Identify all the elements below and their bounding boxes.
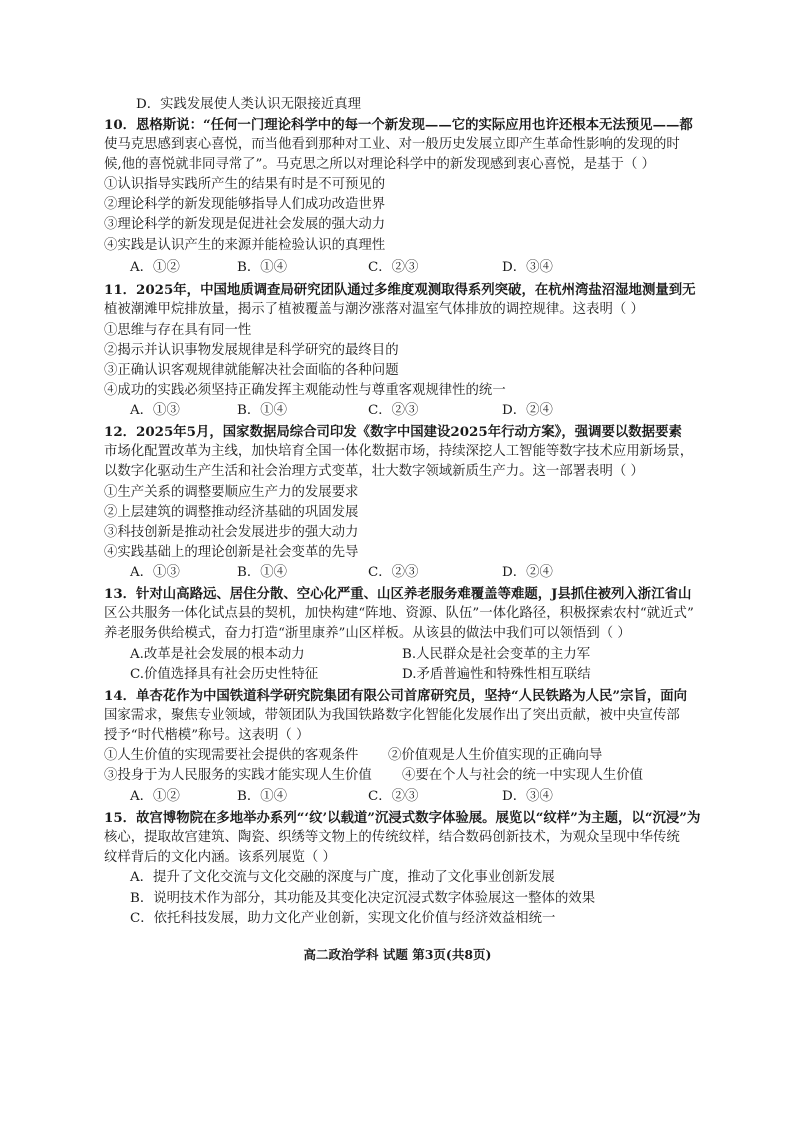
q13-option-c: C.价值选择具有社会历史性特征 xyxy=(130,667,319,682)
q13-stem-line: 区公共服务一体化试点县的契机，加快构建“阵地、资源、队伍”一体化路径，积极探索农村“就近式” xyxy=(104,606,694,621)
q12-stem-line: 12．2025年5月，国家数据局综合司印发《数字中国建设2025年行动方案》，强调要以数据要素 xyxy=(104,424,682,440)
q14-item: ②价值观是人生价值实现的正确向导 xyxy=(388,748,603,763)
q14-option-b: B．①④ xyxy=(237,789,288,804)
q10-item: ②理论科学的新发现能够指导人们成功改造世界 xyxy=(104,197,386,212)
q13-stem-line: 养老服务供给模式，奋力打造“浙里康养”山区样板。从该县的做法中我们可以领悟到（ ） xyxy=(104,626,631,641)
q12-stem-line: 市场化配置改革为主线，加快培育全国一体化数据市场，持续深挖人工智能等数字技术应用新场景， xyxy=(104,444,694,459)
q11-option-d: D．②④ xyxy=(502,403,553,418)
q13-option-b: B.人民群众是社会变革的主力军 xyxy=(402,647,591,662)
q11-item: ③正确认识客观规律就能解决社会面临的各种问题 xyxy=(104,363,399,378)
q12-option-c: C．②③ xyxy=(368,565,419,580)
q13-stem-line: 13．针对山高路远、居住分散、空心化严重、山区养老服务难覆盖等难题，J县抓住被列入浙江省山 xyxy=(104,586,692,602)
q14-option-d: D．③④ xyxy=(502,789,553,804)
q12-item: ①生产关系的调整要顺应生产力的发展要求 xyxy=(104,485,359,500)
q15-stem-line: 纹样背后的文化内涵。该系列展览（ ） xyxy=(104,850,336,865)
q11-item: ④成功的实践必须坚持正确发挥主观能动性与尊重客观规律性的统一 xyxy=(104,383,506,398)
q14-stem-line: 授予“时代楷模”称号。这表明（ ） xyxy=(104,728,310,743)
q15-stem-line: 15．故宫博物院在多地举办系列“‘纹’以载道”沉浸式数字体验展。展览以“纹样”为主题，以“沉浸”为 xyxy=(104,810,701,826)
q12-option-a: A．①③ xyxy=(130,565,180,580)
q12-item: ②上层建筑的调整推动经济基础的巩固发展 xyxy=(104,505,359,520)
page-footer: 高二政治学科 试题 第3页(共8页) xyxy=(303,947,492,962)
q10-stem-line: 候,他的喜悦就非同寻常了”。马克思之所以对理论科学中的新发现感到衷心喜悦，是基于（ ） xyxy=(104,157,655,172)
q12-option-b: B．①④ xyxy=(237,565,288,580)
q12-item: ④实践基础上的理论创新是社会变革的先导 xyxy=(104,545,359,560)
q14-option-c: C．②③ xyxy=(368,789,419,804)
q14-item: ③投身于为人民服务的实践才能实现人生价值 xyxy=(104,768,372,783)
q10-option-c: C．②③ xyxy=(368,260,419,275)
q11-option-a: A．①③ xyxy=(130,403,180,418)
q10-option-d: D．③④ xyxy=(502,260,553,275)
q15-option-b: B．说明技术作为部分，其功能及其变化决定沉浸式数字体验展这一整体的效果 xyxy=(130,891,596,906)
q11-option-c: C．②③ xyxy=(368,403,419,418)
q14-stem-line: 国家需求，聚焦专业领域，带领团队为我国铁路数字化智能化发展作出了突出贡献，被中央宣传部 xyxy=(104,708,680,723)
q11-stem-line: 植被潮滩甲烷排放量，揭示了植被覆盖与潮汐涨落对温室气体排放的调控规律。这表明（ ） xyxy=(104,302,644,317)
q15-option-a: A．提升了文化交流与文化交融的深度与广度，推动了文化事业创新发展 xyxy=(130,870,555,885)
q13-option-d: D.矛盾普遍性和特殊性相互联结 xyxy=(402,667,591,682)
q9-option-d: D．实践发展使人类认识无限接近真理 xyxy=(136,97,361,112)
q15-stem-line: 核心，提取故宫建筑、陶瓷、织绣等文物上的传统纹样，结合数码创新技术，为观众呈现中华传统 xyxy=(104,830,680,845)
q10-item: ①认识指导实践所产生的结果有时是不可预见的 xyxy=(104,177,386,192)
q11-item: ①思维与存在具有同一性 xyxy=(104,323,252,338)
q11-option-b: B．①④ xyxy=(237,403,288,418)
q14-item: ①人生价值的实现需要社会提供的客观条件 xyxy=(104,748,359,763)
q14-item: ④要在个人与社会的统一中实现人生价值 xyxy=(402,768,644,783)
q12-option-d: D．②④ xyxy=(502,565,553,580)
q10-option-a: A．①② xyxy=(130,260,180,275)
q11-stem-line: 11．2025年，中国地质调查局研究团队通过多维度观测取得系列突破，在杭州湾盐沼湿地测量到无 xyxy=(104,282,696,298)
q10-stem-line: 10．恩格斯说：“任何一门理论科学中的每一个新发现——它的实际应用也许还根本无法预见——都 xyxy=(104,117,693,133)
q10-item: ④实践是认识产生的来源并能检验认识的真理性 xyxy=(104,238,386,253)
q14-option-a: A．①② xyxy=(130,789,180,804)
q12-stem-line: 以数字化驱动生产生活和社会治理方式变革，壮大数字领域新质生产力。这一部署表明（ ） xyxy=(104,464,644,479)
q11-item: ②揭示并认识事物发展规律是科学研究的最终目的 xyxy=(104,343,399,358)
q13-option-a: A.改革是社会发展的根本动力 xyxy=(130,647,305,662)
q12-item: ③科技创新是推动社会发展进步的强大动力 xyxy=(104,525,359,540)
q15-option-c: C．依托科技发展，助力文化产业创新，实现文化价值与经济效益相统一 xyxy=(130,911,556,926)
q14-stem-line: 14．单杏花作为中国铁道科学研究院集团有限公司首席研究员，坚持“人民铁路为人民”宗旨，面向 xyxy=(104,688,688,704)
q10-option-b: B．①④ xyxy=(237,260,288,275)
q10-item: ③理论科学的新发现是促进社会发展的强大动力 xyxy=(104,217,386,232)
q10-stem-line: 使马克思感到衷心喜悦，而当他看到那种对工业、对一般历史发展立即产生革命性影响的发现的时 xyxy=(104,137,680,152)
